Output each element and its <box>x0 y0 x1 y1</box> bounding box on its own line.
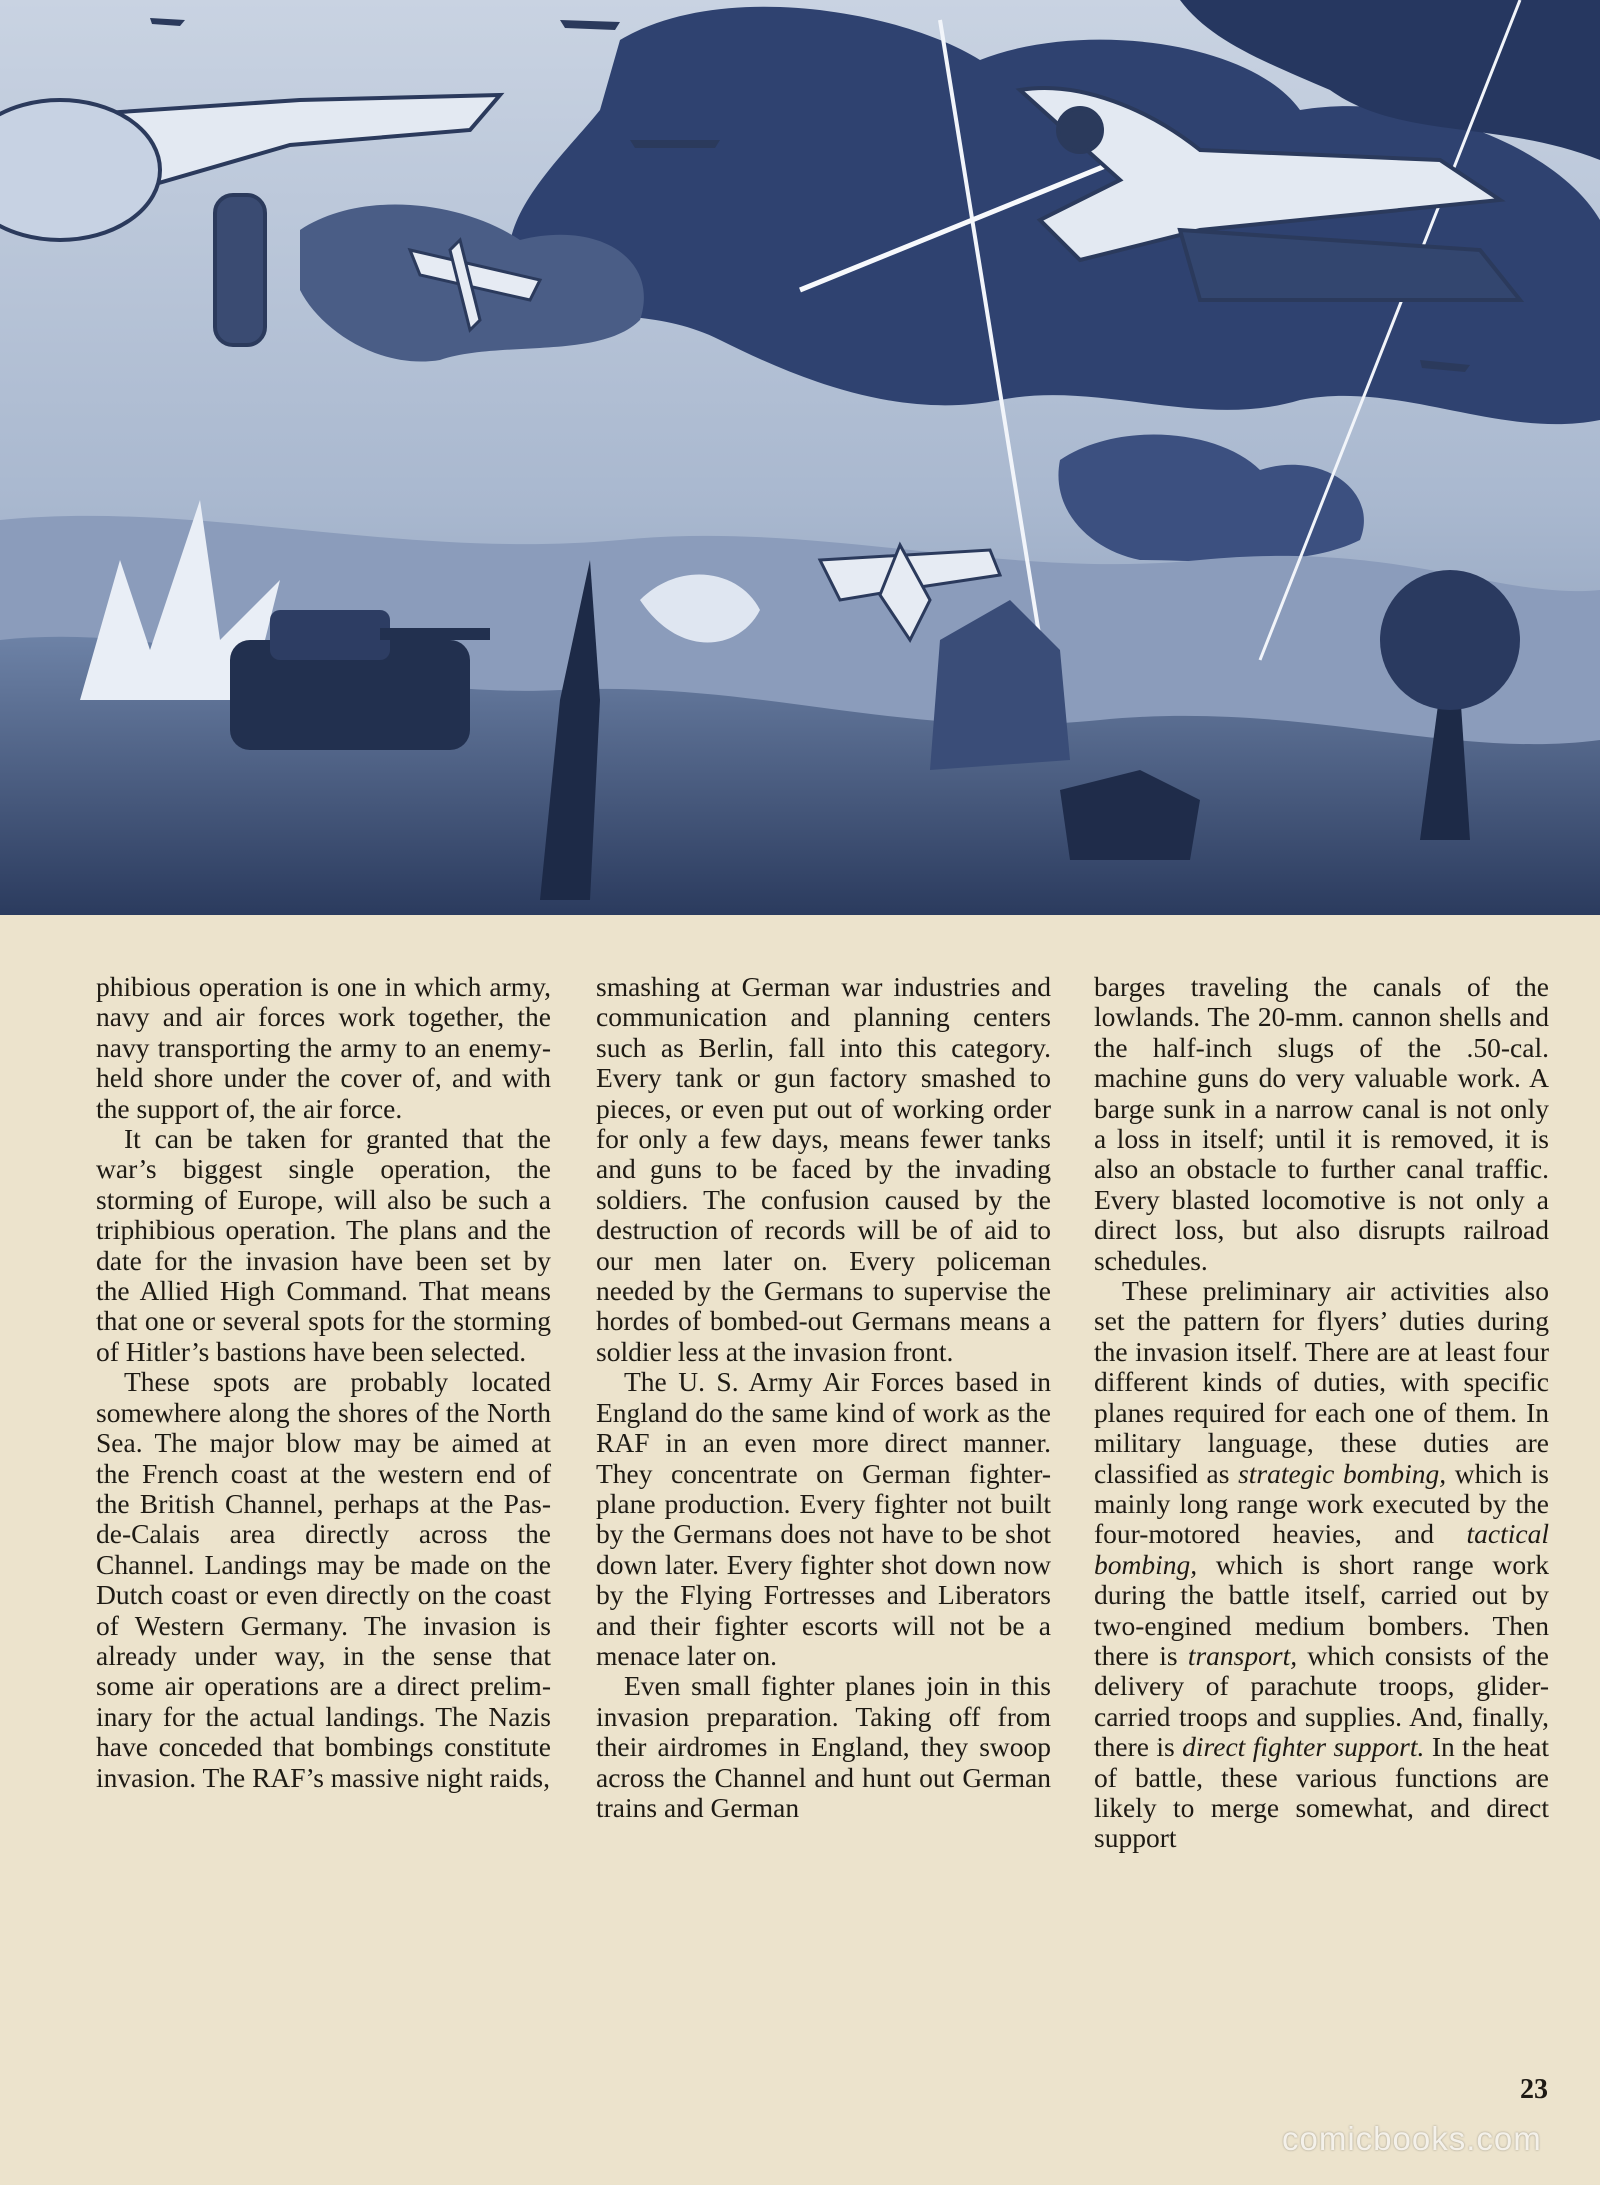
war-illustration <box>0 0 1600 915</box>
column-2 <box>596 972 1051 1823</box>
paragraph: It can be taken for granted that the war’s biggest single operation, the storming of Europe, will also be such a triphibious operation. The plans and the date for the invasion have been set by the Allied High Command. That means that one or several spots for the storming of Hitler’s bastions have been selected. <box>96 1123 551 1367</box>
site-watermark: comicbooks.com <box>1282 2120 1542 2157</box>
term-strategic-bombing: strategic bombing, <box>1238 1457 1447 1489</box>
paragraph: These spots are probably located somewhere along the shores of the North Sea. The major blow may be aimed at the French coast at the western end of the British Channel, perhaps at the Pas-de-Calais area directly across the Channel. Landings may be made on the Dutch coast or even directly on the coast of Western Germany. The invasion is already under way, in the sense that some air operations are a direct preliminary for the actual landings. The Nazis have conceded that bombings constitute invasion. The RAF’s massive night raids, <box>96 1366 551 1793</box>
paragraph: smashing at German war industries and communication and planning centers such as Berlin, fall into this category. Every tank or gun factory smashed to pieces, or even put out of working order for only a few days, means fewer tanks and guns to be faced by the invading soldiers. The confusion caused by the destruction of records will be of aid to our men later on. Every policeman needed by the Germans to supervise the hordes of bombed-out Germans means a soldier less at the invasion front. <box>596 971 1051 1367</box>
paragraph: barges traveling the canals of the lowlands. The 20-mm. cannon shells and the half-inch slugs of the .50-cal. machine guns do very valuable work. A barge sunk in a narrow canal is not only a loss in itself; until it is removed, it is also an obstacle to further canal traffic. Every blasted locomotive is not only a direct loss, but also disrupts railroad schedules. <box>1094 971 1549 1276</box>
text-run: These preliminary air activities also set the pattern for flyers’ duties during the invasion itself. There are at least four different kinds of duties, with specific planes required for each one of them. In military language, these duties are classified as <box>1094 1275 1549 1489</box>
column-3 <box>1094 972 1549 1854</box>
text-run: which is short range work during the battle itself, carried out by two-engined medium bombers. Then there is <box>1094 1548 1549 1671</box>
page-number: 23 <box>1520 2074 1548 2105</box>
text-run: which is mainly long range work executed by the four-motored heavies, and <box>1094 1457 1549 1550</box>
article-body <box>96 972 1556 2072</box>
term-direct-fighter-support: direct fighter support. <box>1182 1731 1425 1763</box>
column-1 <box>96 972 551 1793</box>
term-transport: transport, <box>1187 1639 1298 1671</box>
text-run: In the heat of battle, these various functions are likely to merge somewhat, and direct support <box>1094 1731 1549 1854</box>
paragraph <box>1094 1276 1549 1854</box>
text-run: which consists of the delivery of parachute troops, glider-carried troops and supplies. And, finally, there is <box>1094 1639 1549 1763</box>
paragraph: Even small fighter planes join in this invasion preparation. Taking off from their airdromes in England, they swoop across the Channel and hunt out German trains and German <box>596 1670 1051 1823</box>
battle-scene-image <box>0 0 1600 915</box>
paragraph: The U. S. Army Air Forces based in England do the same kind of work as the RAF in an even more direct manner. They concentrate on German fighter-plane production. Every fighter not built by the Germans does not have to be shot down later. Every fighter shot down now by the Flying Fortresses and Liberators and their fighter escorts will not be a menace later on. <box>596 1366 1051 1671</box>
paragraph: phibious operation is one in which army, navy and air forces work together, the navy transporting the army to an enemy-held shore under the cover of, and with the support of, the air force. <box>96 971 551 1124</box>
term-tactical-bombing: tactical bombing, <box>1094 1518 1549 1580</box>
